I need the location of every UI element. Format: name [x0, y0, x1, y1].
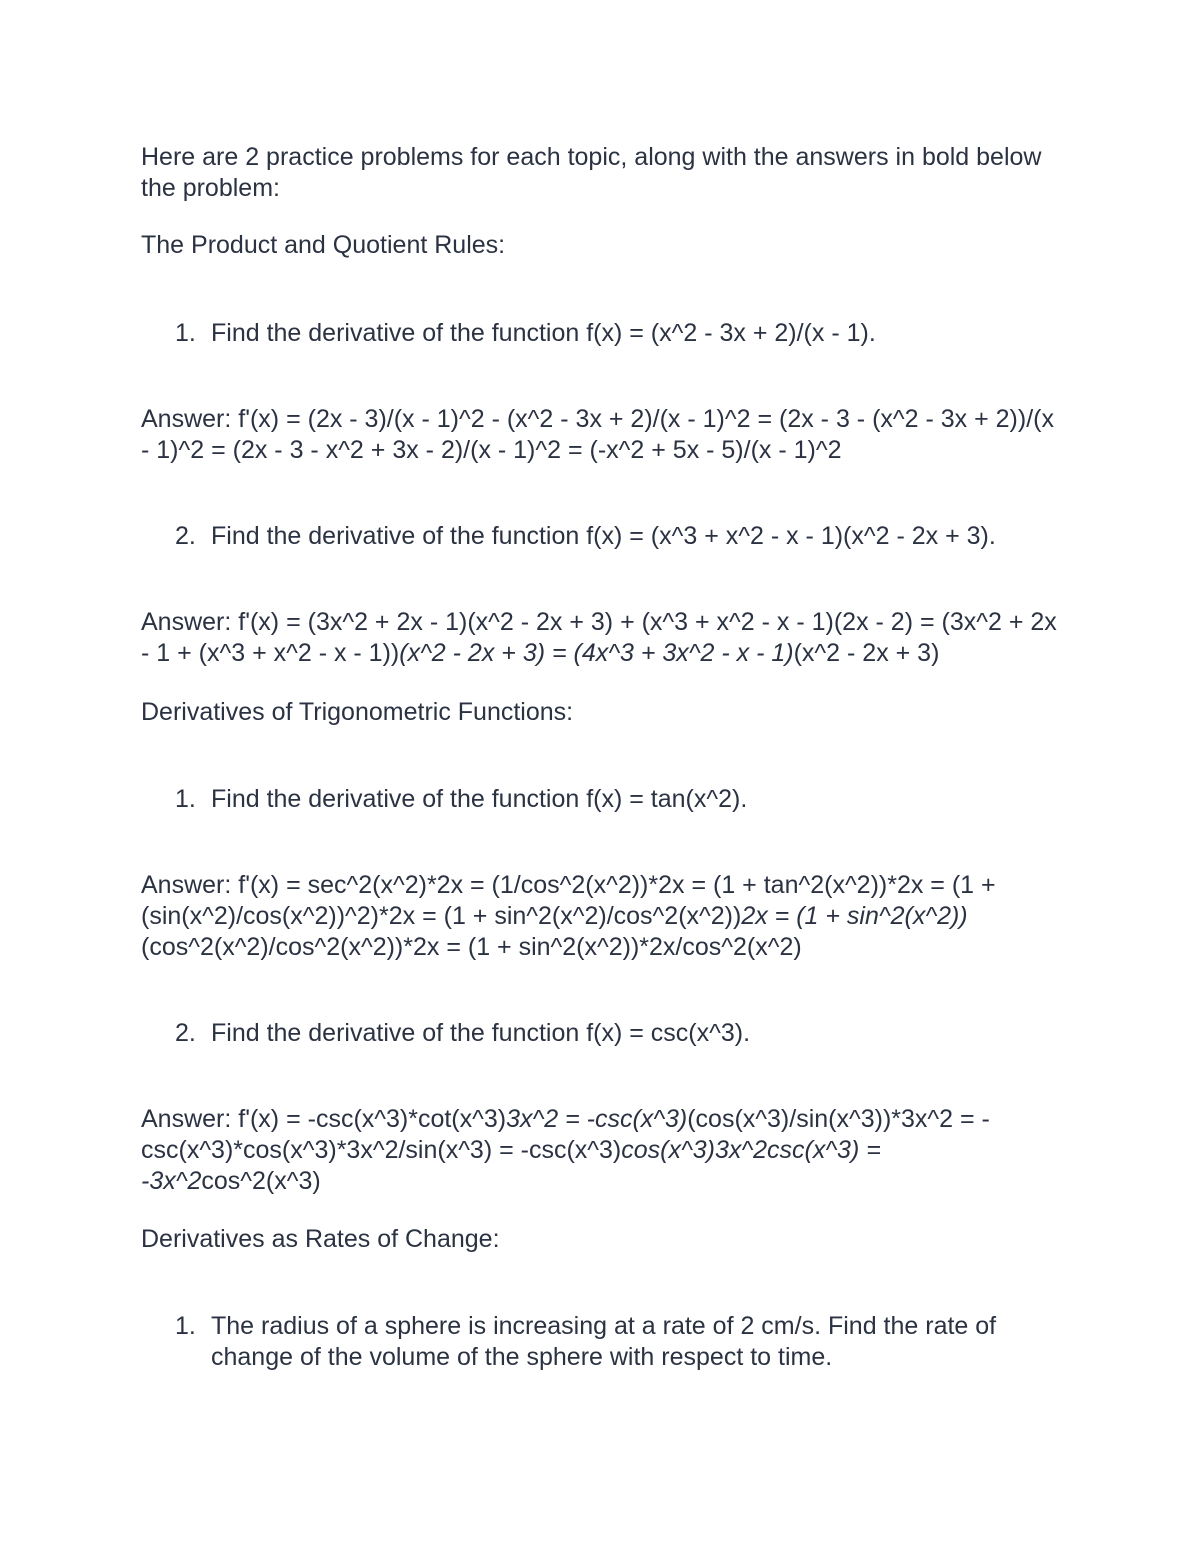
list-item [175, 318, 1035, 349]
problem-question: Find the derivative of the function f(x) = (x^3 + x^2 - x - 1)(x^2 - 2x + 3). [211, 522, 996, 550]
list-number: 2. [175, 1019, 196, 1047]
answer-text: cos^2(x^3) [201, 1167, 321, 1195]
list-item [175, 1311, 1035, 1373]
intro-paragraph: Here are 2 practice problems for each topic, along with the answers in bold below the problem: [141, 143, 1042, 202]
answer-paragraph [141, 1104, 1066, 1197]
list-item [175, 1018, 1035, 1049]
list-item [175, 784, 1035, 815]
answer-text-italic: 3x^2 = -csc(x^3) [506, 1105, 688, 1133]
list-number: 1. [175, 785, 196, 813]
answer-text: (cos^2(x^2)/cos^2(x^2))*2x = (1 + sin^2(x^2))*2x/cos^2(x^2) [141, 933, 802, 961]
answer-text: Answer: f'(x) = sec^2(x^2)*2x = (1/cos^2(x^2))*2x = (1 + tan^2(x^2))*2x = (1 + (sin(x^2)/cos(x^2))^2)*2x = (1 + sin^2(x^2)/cos^2(x^2)) [141, 871, 996, 930]
answer-text-italic: cos(x^3)3x^2csc(x^3) = -3x^2 [141, 1136, 881, 1195]
section-heading-trig: Derivatives of Trigonometric Functions: [141, 698, 574, 726]
problem-question: Find the derivative of the function f(x) = (x^2 - 3x + 2)/(x - 1). [211, 319, 876, 347]
answer-paragraph [141, 607, 1066, 669]
answer-paragraph: Answer: f'(x) = (2x - 3)/(x - 1)^2 - (x^2 - 3x + 2)/(x - 1)^2 = (2x - 3 - (x^2 - 3x + 2))/(x - 1)^2 = (2x - 3 - x^2 + 3x - 2)/(x - 1)^2 = (-x^2 + 5x - 5)/(x - 1)^2 [141, 405, 1054, 464]
section-heading-rates: Derivatives as Rates of Change: [141, 1225, 500, 1253]
problem-question: Find the derivative of the function f(x) = tan(x^2). [211, 785, 748, 813]
answer-paragraph [141, 870, 1066, 963]
problem-question: The radius of a sphere is increasing at a rate of 2 cm/s. Find the rate of change of the volume of the sphere with respect to time. [211, 1312, 997, 1371]
answer-text-italic: (x^2 - 2x + 3) = (4x^3 + 3x^2 - x - 1) [399, 639, 794, 667]
section-heading-product-quotient: The Product and Quotient Rules: [141, 231, 506, 259]
problem-question: Find the derivative of the function f(x) = csc(x^3). [211, 1019, 751, 1047]
answer-text: Answer: f'(x) = -csc(x^3)*cot(x^3) [141, 1105, 507, 1133]
list-number: 1. [175, 319, 196, 347]
answer-text: (x^2 - 2x + 3) [793, 639, 940, 667]
list-item [175, 521, 1035, 552]
list-number: 1. [175, 1312, 196, 1340]
answer-text-italic: 2x = (1 + sin^2(x^2)) [741, 902, 968, 930]
answer-text: (cos(x^3)/sin(x^3))*3x^2 = -csc(x^3)*cos(x^3)*3x^2/sin(x^3) = -csc(x^3) [141, 1105, 990, 1164]
list-number: 2. [175, 522, 196, 550]
answer-text: Answer: f'(x) = (3x^2 + 2x - 1)(x^2 - 2x + 3) + (x^3 + x^2 - x - 1)(2x - 2) = (3x^2 + 2x - 1 + (x^3 + x^2 - x - 1)) [141, 608, 1057, 667]
